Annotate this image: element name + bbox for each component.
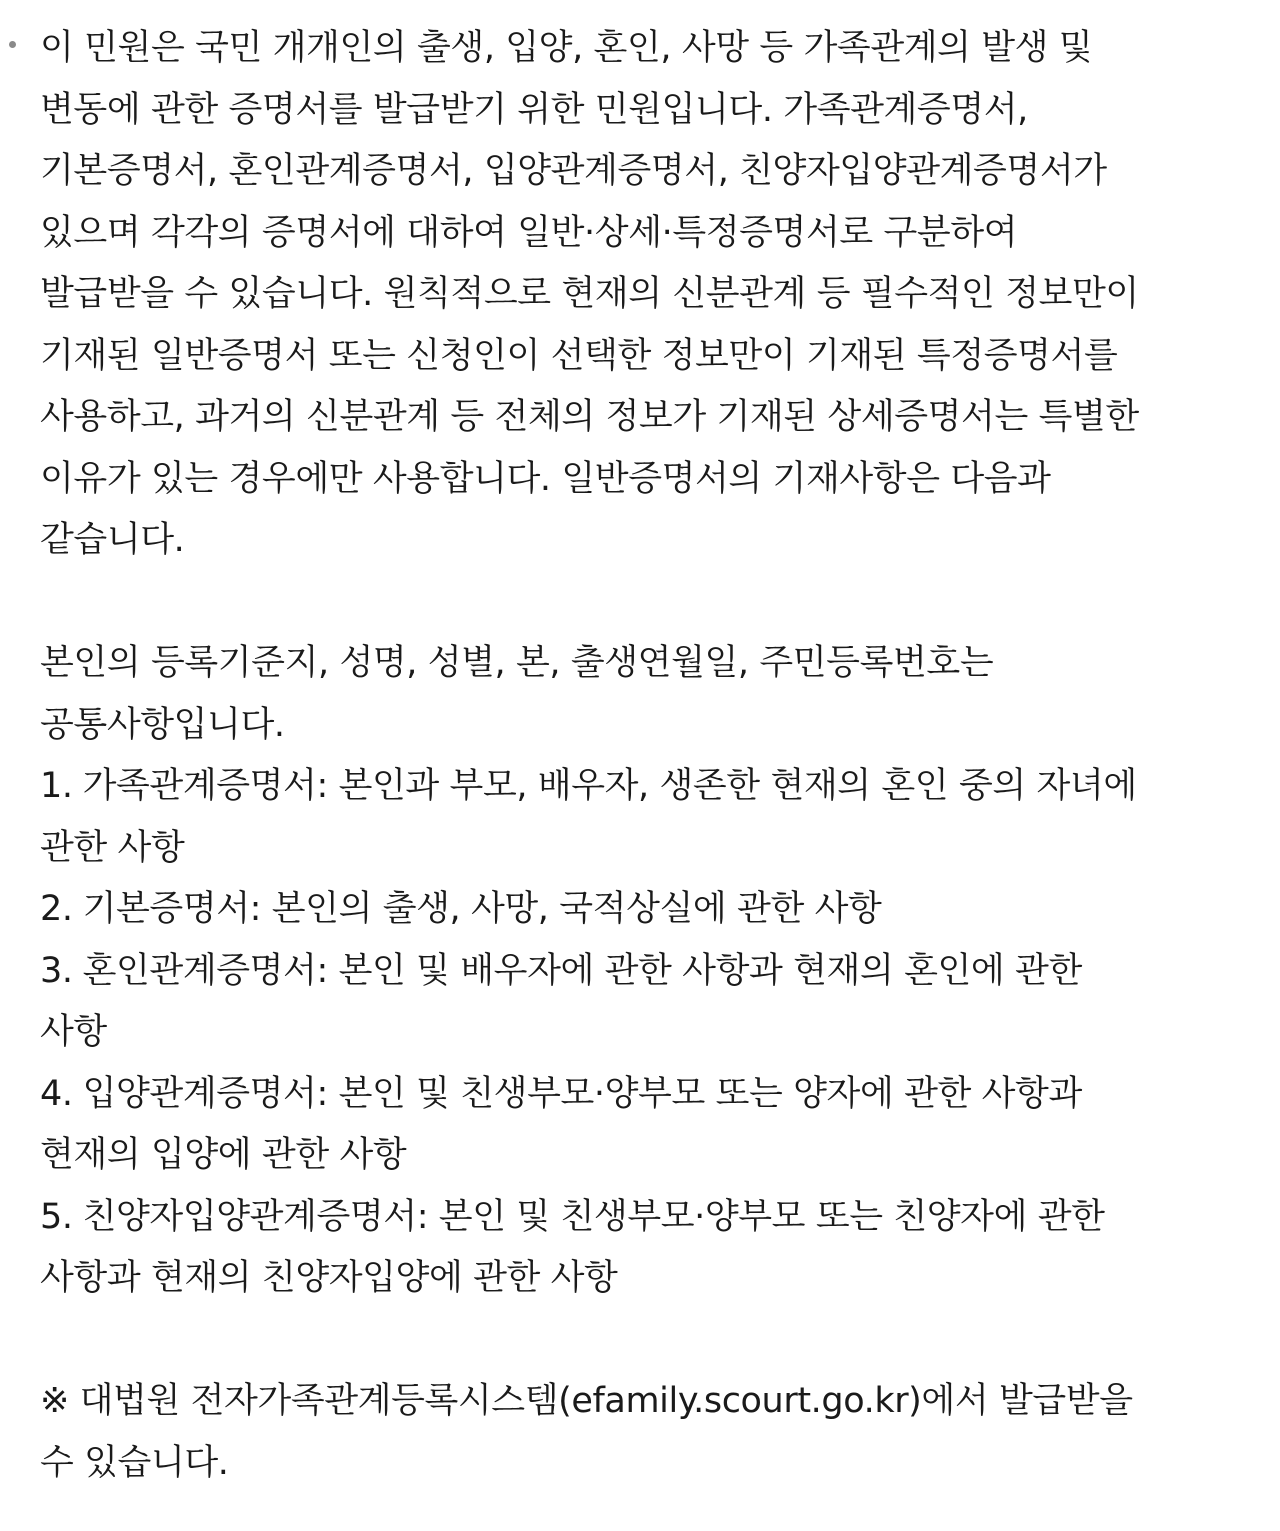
list-item — [40, 941, 1142, 1064]
list-item-text: 입양관계증명서: 본인 및 친생부모·양부모 또는 양자에 관한 사항과 현재의 입양에 관한 사항 — [40, 1073, 1082, 1175]
bullet-item — [0, 18, 1142, 1494]
document-body — [0, 18, 1280, 1494]
list-item-text: 기본증명서: 본인의 출생, 사망, 국적상실에 관한 사항 — [82, 889, 882, 929]
paragraph-gap — [40, 572, 1142, 634]
note-paragraph: ※ 대법원 전자가족관계등록시스템(efamily.scourt.go.kr)에서 발급받을 수 있습니다. — [40, 1381, 1133, 1483]
list-item — [40, 879, 1142, 941]
list-item — [40, 1064, 1142, 1187]
list-item-number: 2. — [40, 889, 73, 929]
list-item-number: 5. — [40, 1196, 73, 1237]
list-item-text: 혼인관계증명서: 본인 및 배우자에 관한 사항과 현재의 혼인에 관한 사항 — [40, 950, 1082, 1052]
list-item-number: 3. — [40, 950, 73, 991]
paragraph-gap — [40, 1310, 1142, 1372]
intro-paragraph: 이 민원은 국민 개개인의 출생, 입양, 혼인, 사망 등 가족관계의 발생 및 변동에 관한 증명서를 발급받기 위한 민원입니다. 가족관계증명서, 기본증명서, 혼인관계증명서, 입양관계증명서, 친양자입양관계증명서가 있으며 각각의 증명서에 대하여 일반·상세·특정증명서로 구분하여 발급받을 수 있습니다. 원칙적으로 현재의 신분관계 등 필수적인 정보만이 기재된 일반증명서 또는 신청인이 선택한 정보만이 기재된 특정증명서를 사용하고, 과거의 신분관계 등 전체의 정보가 기재된 상세증명서는 특별한 이유가 있는 경우에만 사용합니다. 일반증명서의 기재사항은 다음과 같습니다. — [40, 28, 1139, 560]
list-item-text: 가족관계증명서: 본인과 부모, 배우자, 생존한 현재의 혼인 중의 자녀에 관한 사항 — [40, 766, 1137, 868]
bullet-dot-icon — [9, 41, 16, 48]
list-item-text: 친양자입양관계증명서: 본인 및 친생부모·양부모 또는 친양자에 관한 사항과 현재의 친양자입양에 관한 사항 — [40, 1196, 1105, 1298]
list-item-number: 1. — [40, 766, 73, 806]
common-items-paragraph: 본인의 등록기준지, 성명, 성별, 본, 출생연월일, 주민등록번호는 공통사항입니다. — [40, 643, 994, 745]
list-item — [40, 756, 1142, 879]
list-item-number: 4. — [40, 1073, 73, 1114]
list-item — [40, 1187, 1142, 1310]
certificate-list — [40, 756, 1142, 1310]
